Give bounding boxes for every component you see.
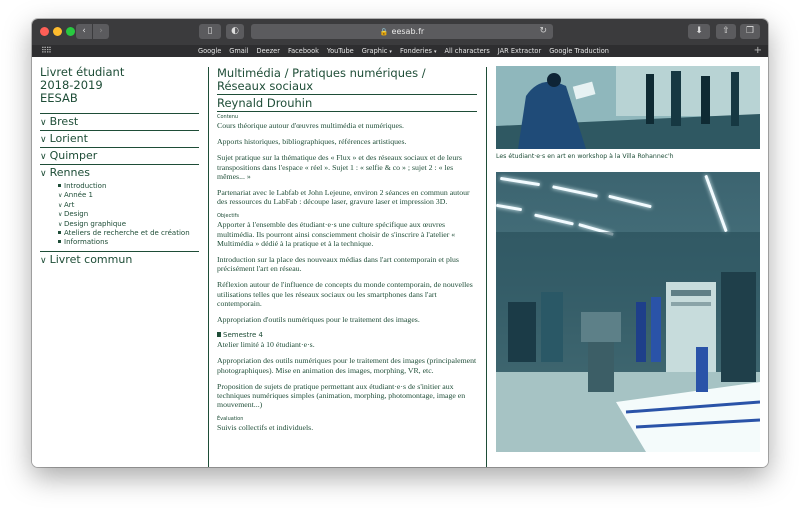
share-icon: ⇧	[722, 26, 730, 36]
bookmark-youtube[interactable]	[327, 45, 354, 57]
chevron-down-icon: ∨	[58, 201, 63, 209]
bullet-square-icon	[58, 231, 61, 234]
objectifs-paragraph: Apporter à l'ensemble des étudiant·e·s une culture spécifique aux œuvres multimédia. Ils pourront ainsi consciemment choisir de s'inscrire à l'atelier « Multimédia » dédié à la pratique et à la technique.	[217, 220, 456, 248]
contenu-paragraph: Apports historiques, bibliographiques, références artistiques.	[217, 137, 407, 147]
submenu-item-label: Ateliers de recherche et de création	[64, 229, 190, 238]
submenu-item[interactable]	[58, 220, 199, 229]
menu-item-label: Brest	[49, 115, 79, 128]
sidebar-toggle-button[interactable]	[199, 24, 221, 39]
bookmark-jar-extractor[interactable]	[498, 45, 541, 57]
menu-item-lorient[interactable]	[40, 130, 199, 147]
zoom-window-button[interactable]	[66, 27, 75, 36]
site-title-line: EESAB	[40, 91, 78, 105]
semestre-label: Semestre 4	[223, 331, 263, 340]
site-navigation	[40, 66, 199, 268]
objectifs-paragraph: Appropriation d'outils numériques pour le traitement des images.	[217, 315, 420, 325]
forward-button[interactable]	[93, 24, 109, 39]
menu-item-label: Quimper	[49, 149, 98, 162]
submenu-item[interactable]	[58, 201, 199, 210]
sidebar-icon: ▯	[207, 26, 213, 36]
menu-item-label: Lorient	[49, 132, 88, 145]
bookmarks-bar	[32, 45, 768, 57]
bookmarks-list	[198, 45, 609, 57]
bookmark-graphic[interactable]	[362, 45, 392, 57]
contenu-paragraph: Partenariat avec le Labfab et John Lejeune, environ 2 séances en commun autour des ressources du LabFab : découpe laser, gravure laser et impression 3D.	[217, 188, 470, 207]
bookmark-label: Fonderies	[399, 47, 432, 55]
bookmark-google-traduction[interactable]	[549, 45, 609, 57]
article	[217, 67, 477, 440]
lock-icon: 🔒	[379, 28, 389, 36]
submenu-rennes	[40, 181, 199, 251]
page-content	[32, 57, 768, 467]
submenu-item[interactable]	[58, 191, 199, 200]
bookmark-all-characters[interactable]	[445, 45, 490, 57]
column-divider	[486, 67, 487, 467]
reload-icon[interactable]: ↻	[539, 26, 547, 36]
back-button[interactable]	[76, 24, 92, 39]
evaluation-paragraph: Suivis collectifs et individuels.	[217, 423, 314, 433]
chevron-down-icon: ∨	[40, 169, 47, 179]
tab-overview-button[interactable]	[740, 24, 760, 39]
chevron-down-icon: ∨	[40, 135, 47, 145]
bookmark-icon	[217, 332, 221, 337]
article-title: Multimédia / Pratiques numériques / Réseaux sociaux	[217, 67, 477, 95]
workshop-photo-illustration	[496, 66, 760, 149]
submenu-item[interactable]	[58, 229, 199, 238]
submenu-item-label: Année 1	[64, 191, 93, 200]
bookmark-label: JAR Extractor	[497, 47, 542, 55]
article-author: Reynald Drouhin	[217, 95, 477, 112]
bookmark-label: Google Traduction	[549, 47, 609, 55]
submenu-item[interactable]	[58, 210, 199, 219]
bullet-square-icon	[58, 240, 61, 243]
minimize-window-button[interactable]	[53, 27, 62, 36]
chevron-down-icon: ∨	[58, 192, 63, 200]
workshop-interior-illustration	[496, 172, 760, 452]
site-title-line: Livret étudiant	[40, 65, 125, 79]
chevron-down-icon: ∨	[40, 152, 47, 162]
objectifs-paragraph: Réflexion autour de l'influence de concepts du monde contemporain, de nouvelles utilisations telles que les réseaux sociaux ou les smartphones dans l'art contemporain.	[217, 280, 473, 308]
bookmark-label: YouTube	[326, 47, 354, 55]
menu-item-label: Rennes	[49, 166, 90, 179]
semestre-heading	[217, 331, 477, 340]
semestre-paragraph: Proposition de sujets de pratique permettant aux étudiant·e·s de s'initier aux techniques numériques simples (animation, morphing, photomontage, image en mouvement...)	[217, 381, 466, 410]
grid-icon[interactable]: ⠿⠿	[41, 46, 51, 55]
bookmark-gmail[interactable]	[229, 45, 248, 57]
downloads-button[interactable]	[688, 24, 710, 39]
site-title[interactable]	[40, 66, 199, 105]
media-column	[496, 66, 760, 452]
menu-item-brest[interactable]	[40, 113, 199, 130]
chevron-left-icon: ‹	[82, 26, 86, 36]
bookmark-label: Deezer	[256, 47, 280, 55]
section-label-evaluation: Évaluation	[217, 416, 244, 423]
section-label-objectifs: Objectifs	[217, 213, 240, 220]
privacy-button[interactable]	[226, 24, 244, 39]
shield-icon: ◐	[231, 26, 239, 36]
workshop-interior-photo[interactable]	[496, 172, 760, 452]
photo-caption: Les étudiant·e·s en art en workshop à la Villa Rohannec'h	[496, 153, 674, 160]
share-button[interactable]	[716, 24, 736, 39]
section-label-contenu: Contenu	[217, 114, 239, 120]
browser-window	[32, 19, 768, 467]
chevron-down-icon: ∨	[58, 211, 63, 219]
objectifs-paragraph: Introduction sur la place des nouveaux médias dans l'art contemporain et plus précisément l'art en réseau.	[217, 255, 459, 274]
column-divider	[208, 67, 209, 467]
submenu-item-label: Introduction	[64, 182, 107, 190]
bookmark-label: All characters	[444, 47, 490, 55]
address-text: eesab.fr	[391, 27, 425, 36]
bookmark-label: Gmail	[229, 47, 249, 55]
chevron-right-icon: ›	[99, 26, 103, 36]
chevron-down-icon: ▾	[434, 49, 437, 55]
submenu-item-label: Art	[64, 200, 75, 209]
bookmark-label: Google	[198, 47, 222, 55]
submenu-item[interactable]	[58, 182, 199, 191]
download-icon: ⬇	[695, 26, 703, 36]
chevron-down-icon: ∨	[40, 118, 47, 128]
contenu-paragraph: Cours théorique autour d'œuvres multimédia et numériques.	[217, 121, 404, 130]
bookmark-google[interactable]	[198, 45, 221, 57]
submenu-item-label: Design	[64, 210, 89, 219]
bookmark-facebook[interactable]	[288, 45, 319, 57]
close-window-button[interactable]	[40, 27, 49, 36]
chevron-down-icon: ∨	[40, 255, 47, 266]
menu-item-livret-commun[interactable]	[40, 251, 199, 268]
bookmark-label: Graphic	[361, 47, 388, 55]
site-title-line: 2018-2019	[40, 78, 103, 92]
bookmark-label: Facebook	[287, 47, 319, 55]
menu-item-rennes[interactable]	[40, 164, 199, 181]
chevron-down-icon: ▾	[389, 49, 392, 55]
chevron-down-icon: ∨	[58, 220, 63, 228]
campus-menu	[40, 113, 199, 268]
menu-item-label: Livret commun	[49, 252, 133, 266]
workshop-photo[interactable]	[496, 66, 760, 149]
bookmark-fonderies[interactable]	[400, 45, 437, 57]
semestre-paragraph: Atelier limité à 10 étudiant·e·s.	[217, 340, 315, 350]
bookmark-deezer[interactable]	[257, 45, 280, 57]
submenu-item-label: Design graphique	[64, 219, 127, 228]
browser-toolbar	[32, 19, 768, 45]
contenu-paragraph: Sujet pratique sur la thématique des « Flux » et des réseaux sociaux et de leurs transpositions dans l'espace « réel ». Sujet 1 : « selfie & co » ; sujet 2 : « les mêmes... »	[217, 153, 462, 181]
new-tab-button[interactable]: +	[753, 45, 762, 56]
bullet-square-icon	[58, 184, 61, 187]
submenu-item[interactable]	[58, 238, 199, 247]
submenu-item-label: Informations	[64, 238, 109, 247]
menu-item-quimper[interactable]	[40, 147, 199, 164]
tabs-icon: ❐	[745, 26, 755, 36]
address-bar[interactable]	[251, 24, 553, 39]
semestre-paragraph: Appropriation des outils numériques pour le traitement des images (principalement photographiques). Mise en animation des images, morphing, VR, etc.	[217, 356, 477, 375]
